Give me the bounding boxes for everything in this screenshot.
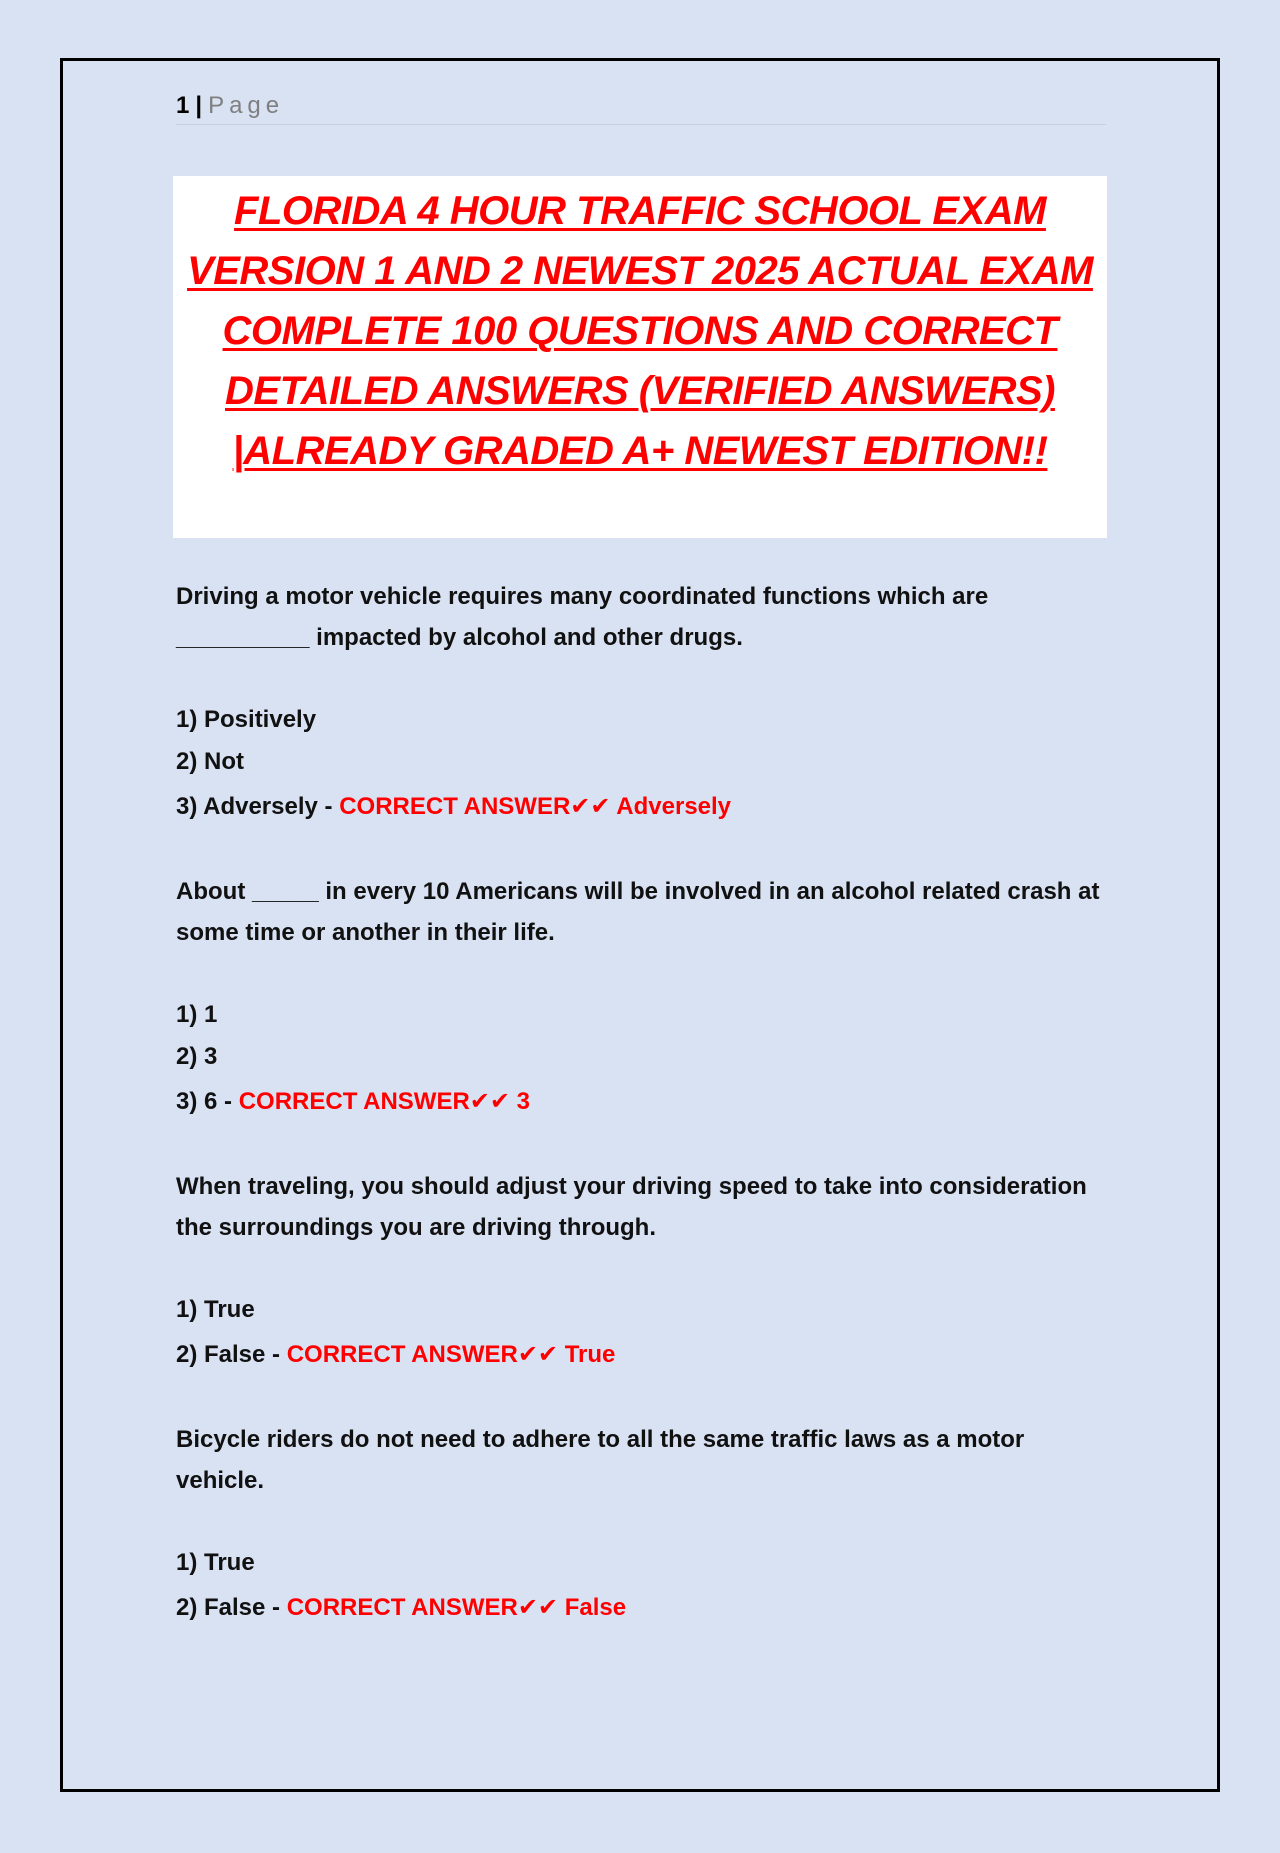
- answered-option: [176, 1584, 1106, 1632]
- options-list: [176, 1289, 1106, 1379]
- question-text: About _____ in every 10 Americans will be involved in an alcohol related crash at some time or another in their life.: [176, 878, 1100, 946]
- option-item: 1) True: [176, 1549, 255, 1576]
- options-list: [176, 994, 1106, 1126]
- correct-answer: CORRECT ANSWER✔✔ False: [286, 1594, 627, 1621]
- correct-answer: CORRECT ANSWER✔✔ True: [286, 1341, 616, 1368]
- page-header: [176, 88, 1106, 125]
- question-text: When traveling, you should adjust your driving speed to take into consideration the surroundings you are driving through.: [176, 1173, 1087, 1241]
- option-item: 1) True: [176, 1296, 255, 1323]
- option-label: 3) 6 -: [176, 1088, 239, 1115]
- option-label: 3) Adversely -: [176, 793, 340, 820]
- title-box: [173, 176, 1107, 538]
- answered-option: [176, 783, 1106, 831]
- answered-option: [176, 1078, 1106, 1126]
- options-list: [176, 699, 1106, 831]
- header-separator: |: [195, 92, 203, 119]
- page-label: Page: [208, 92, 285, 119]
- options-list: [176, 1542, 1106, 1632]
- option-label: 2) False -: [176, 1594, 287, 1621]
- question-item: [176, 576, 1106, 831]
- option-item: 1) Positively: [176, 706, 317, 733]
- answered-option: [176, 1331, 1106, 1379]
- document-title: FLORIDA 4 HOUR TRAFFIC SCHOOL EXAM VERSION 1 AND 2 NEWEST 2025 ACTUAL EXAM COMPLETE 100 QUESTIONS AND CORRECT DETAILED ANSWERS (VERIFIED ANSWERS) |ALREADY GRADED A+ NEWEST EDITION!!: [187, 189, 1093, 473]
- option-item: 2) 3: [176, 1043, 218, 1070]
- question-item: [176, 1166, 1106, 1379]
- option-label: 2) False -: [176, 1341, 287, 1368]
- question-text: Driving a motor vehicle requires many coordinated functions which are __________ impacted by alcohol and other drugs.: [176, 583, 989, 651]
- correct-answer: CORRECT ANSWER✔✔ Adversely: [339, 793, 732, 820]
- option-item: 2) Not: [176, 748, 244, 775]
- question-item: [176, 1419, 1106, 1632]
- option-item: 1) 1: [176, 1001, 218, 1028]
- correct-answer: CORRECT ANSWER✔✔ 3: [238, 1088, 531, 1115]
- question-text: Bicycle riders do not need to adhere to all the same traffic laws as a motor vehicle.: [176, 1426, 1025, 1494]
- questions-list: [176, 576, 1106, 1672]
- question-item: [176, 871, 1106, 1126]
- page-number: 1: [176, 92, 190, 119]
